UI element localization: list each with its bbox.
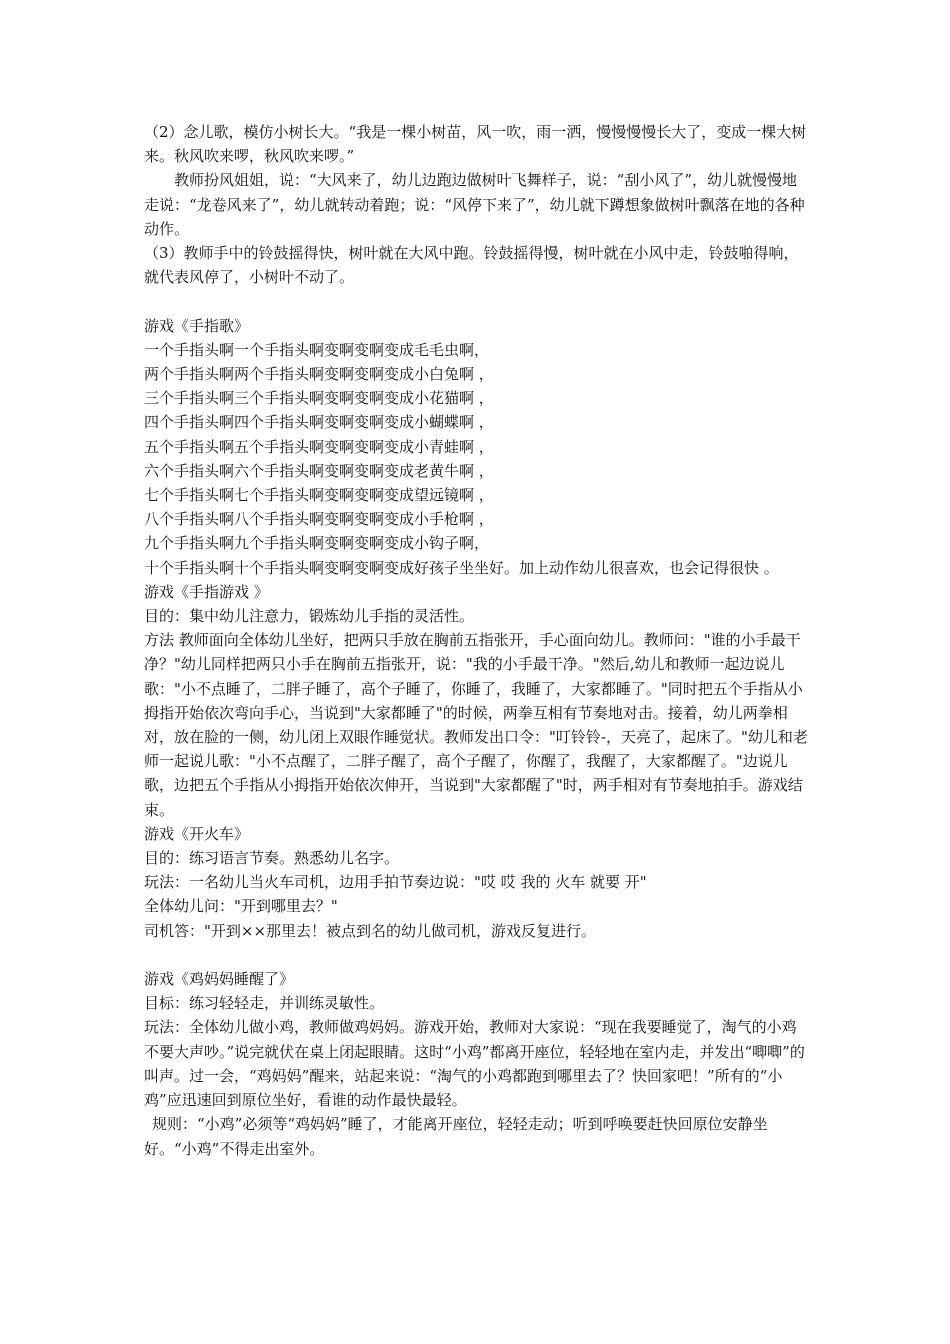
finger-play-title: 游戏《手指游戏 》 — [144, 582, 269, 601]
finger-song-title: 游戏《手指歌》 — [144, 316, 250, 335]
hen-rule: 规则：“小鸡”必须等“鸡妈妈”睡了，才能离开座位，轻轻走动；听到呼唤要赶快回原位安静坐好。“小鸡”不得走出室外。 — [144, 1115, 768, 1158]
finger-song-lyrics — [144, 338, 808, 580]
document-body — [144, 120, 808, 1161]
train-play: 玩法：一名幼儿当火车司机，边用手拍节奏边说："哎 哎 我的 火车 就要 开" — [144, 873, 647, 892]
train-ask: 全体幼儿问："开到哪里去？" — [144, 897, 338, 916]
hen-goal: 目标：练习轻轻走，并训练灵敏性。 — [144, 994, 385, 1013]
paragraph-song-tree: （2）念儿歌，模仿小树长大。“我是一棵小树苗，风一吹，雨一洒，慢慢慢慢长大了，变成一棵大树来。秋风吹来啰，秋风吹来啰。” — [144, 123, 807, 166]
hen-title: 游戏《鸡妈妈睡醒了》 — [144, 970, 295, 989]
hen-play: 玩法：全体幼儿做小鸡，教师做鸡妈妈。游戏开始，教师对大家说：“现在我要睡觉了，淘气的小鸡不要大声吵。”说完就伏在桌上闭起眼睛。这时“小鸡”都离开座位，轻轻地在室内走，并发出“唧唧”的叫声。过一会，“鸡妈妈”醒来，站起来说：“淘气的小鸡都跑到哪里去了？快回家吧！”所有的“小鸡”应迅速回到原位坐好，看谁的动作最快最轻。 — [144, 1018, 805, 1110]
paragraph-wind-sister: 教师扮风姐姐，说：“大风来了，幼儿边跑边做树叶飞舞样子，说：“刮小风了”，幼儿就慢慢地走说：“龙卷风来了”，幼儿就转动着跑；说：“风停下来了”，幼儿就下蹲想象做树叶飘落在地的各种动作。 — [144, 171, 805, 238]
blank-line — [144, 289, 808, 313]
blank-line — [144, 943, 808, 967]
paragraph-tambourine: （3）教师手中的铃鼓摇得快，树叶就在大风中跑。铃鼓摇得慢，树叶就在小风中走，铃鼓啪得响，就代表风停了，小树叶不动了。 — [144, 244, 799, 287]
train-answer: 司机答："开到××那里去！被点到名的幼儿做司机，游戏反复进行。 — [144, 921, 597, 940]
lyric-line: 一个手指头啊一个手指头啊变啊变啊变成毛毛虫啊， — [144, 340, 490, 359]
lyric-line: 十个手指头啊十个手指头啊变啊变啊变成好孩子坐坐好。加上动作幼儿很喜欢，也会记得很快 。 — [144, 558, 779, 577]
lyric-line: 六个手指头啊六个手指头啊变啊变啊变成老黄牛啊 ， — [144, 461, 494, 480]
lyric-line: 四个手指头啊四个手指头啊变啊变啊变成小蝴蝶啊 ， — [144, 413, 494, 432]
lyric-line: 八个手指头啊八个手指头啊变啊变啊变成小手枪啊 ， — [144, 510, 494, 529]
finger-play-goal: 目的：集中幼儿注意力，锻炼幼儿手指的灵活性。 — [144, 607, 475, 626]
train-goal: 目的：练习语言节奏。熟悉幼儿名字。 — [144, 849, 400, 868]
lyric-line: 九个手指头啊九个手指头啊变啊变啊变成小钩子啊， — [144, 534, 490, 553]
finger-play-method: 方法 教师面向全体幼儿坐好，把两只手放在胸前五指张开，手心面向幼儿。教师问："谁的小手最干净？"幼儿同样把两只小手在胸前五指张开，说："我的小手最干净。"然后,幼儿和教师一起边说儿歌："小不点睡了，二胖子睡了，高个子睡了，你睡了，我睡了，大家都睡了。"同时把五个手指从小拇指开始依次弯向手心，当说到"大家都睡了"的时候，两拳互相有节奏地对击。接着，幼儿两拳相对，放在脸的一侧，幼儿闭上双眼作睡觉状。教师发出口令："叮铃铃-，天亮了，起床了。"幼儿和老师一起说儿歌："小不点醒了，二胖子醒了，高个子醒了，你醒了，我醒了，大家都醒了。"边说儿歌，边把五个手指从小拇指开始依次伸开，当说到"大家都醒了"时，两手相对有节奏地拍手。游戏结束。 — [144, 631, 808, 819]
lyric-line: 五个手指头啊五个手指头啊变啊变啊变成小青蛙啊 ， — [144, 437, 494, 456]
lyric-line: 两个手指头啊两个手指头啊变啊变啊变成小白兔啊 ， — [144, 365, 494, 384]
lyric-line: 七个手指头啊七个手指头啊变啊变啊变成望远镜啊 ， — [144, 486, 494, 505]
train-title: 游戏《开火车》 — [144, 824, 250, 843]
lyric-line: 三个手指头啊三个手指头啊变啊变啊变成小花猫啊 ， — [144, 389, 494, 408]
